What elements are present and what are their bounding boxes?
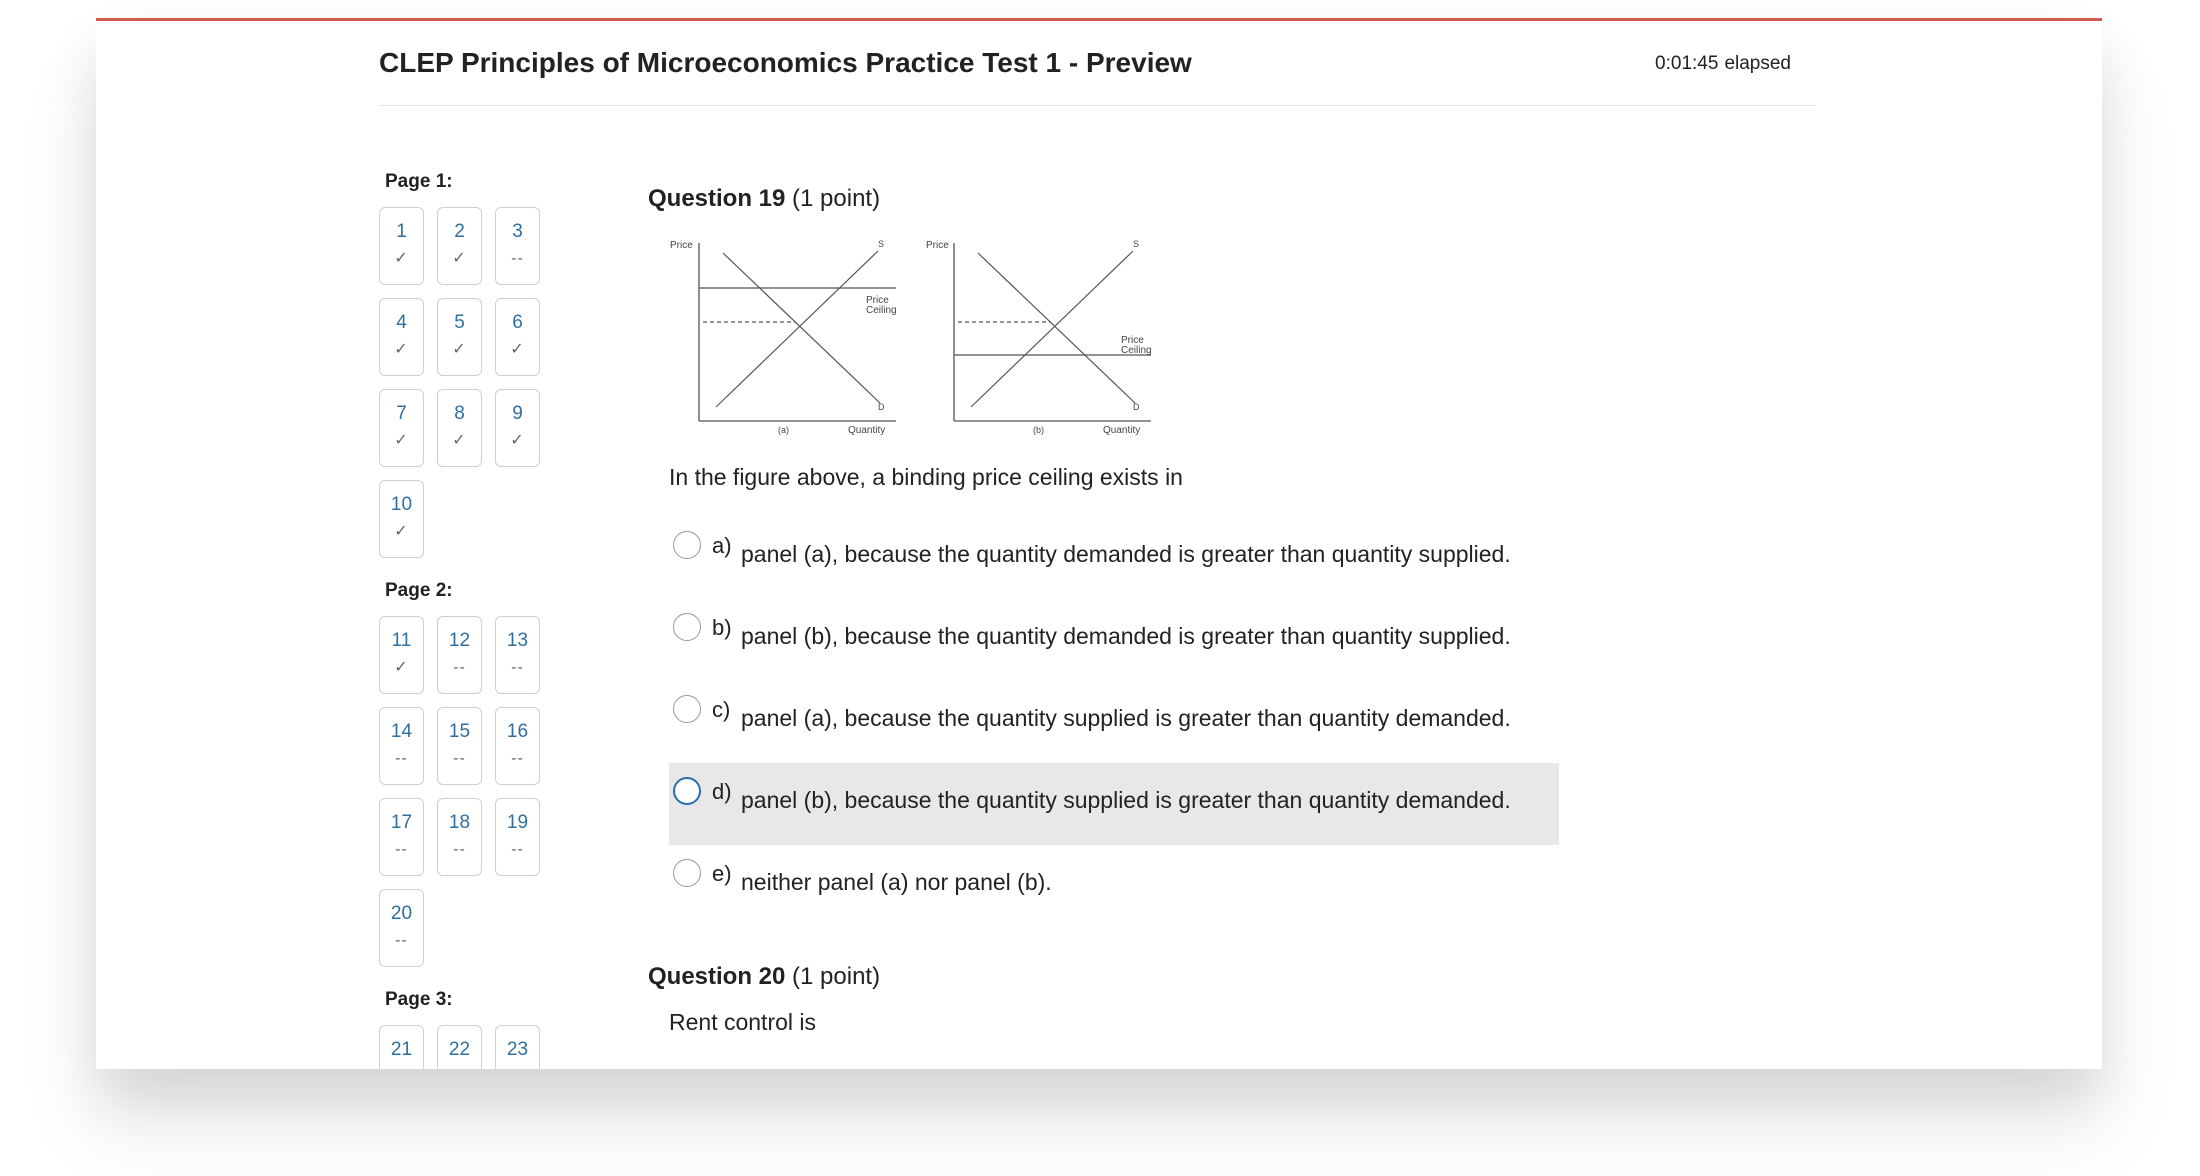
panel-a bbox=[670, 239, 897, 435]
question-19-options bbox=[669, 517, 1608, 927]
nav-question-status: -- bbox=[453, 841, 466, 858]
nav-question-20[interactable] bbox=[379, 889, 424, 967]
nav-question-number: 11 bbox=[391, 630, 412, 651]
nav-question-5[interactable] bbox=[437, 298, 482, 376]
nav-question-13[interactable] bbox=[495, 616, 540, 694]
nav-question-number: 9 bbox=[512, 403, 523, 424]
panel-a-supply-label: S bbox=[878, 239, 885, 249]
check-icon: ✓ bbox=[394, 659, 409, 676]
answer-option-b[interactable] bbox=[669, 599, 1559, 681]
panel-a-ceiling-label-line1: Price bbox=[866, 295, 889, 306]
panel-a-quantity-axis-label: Quantity bbox=[848, 425, 886, 435]
nav-question-16[interactable] bbox=[495, 707, 540, 785]
nav-question-number: 18 bbox=[448, 812, 471, 833]
nav-question-status: -- bbox=[511, 659, 524, 676]
panel-b-demand-curve bbox=[978, 253, 1135, 403]
check-icon: ✓ bbox=[452, 432, 467, 449]
radio-button[interactable] bbox=[673, 531, 701, 559]
check-icon: ✓ bbox=[452, 341, 467, 358]
check-icon: ✓ bbox=[510, 341, 525, 358]
nav-question-8[interactable] bbox=[437, 389, 482, 467]
nav-question-number: 21 bbox=[390, 1039, 413, 1060]
nav-question-number: 10 bbox=[390, 494, 413, 515]
answer-option-d[interactable] bbox=[669, 763, 1559, 845]
nav-question-11[interactable] bbox=[379, 616, 424, 694]
nav-question-3[interactable] bbox=[495, 207, 540, 285]
option-letter: c) bbox=[712, 697, 731, 722]
option-letter: a) bbox=[712, 533, 732, 558]
nav-question-status: -- bbox=[453, 750, 466, 767]
panel-b-supply-label: S bbox=[1133, 239, 1140, 249]
nav-question-23[interactable] bbox=[495, 1025, 540, 1069]
nav-question-4[interactable] bbox=[379, 298, 424, 376]
option-letter: d) bbox=[712, 779, 732, 804]
nav-page-grid bbox=[379, 1025, 569, 1069]
question-20-points: (1 point) bbox=[792, 963, 881, 990]
nav-question-number: 7 bbox=[396, 403, 407, 424]
panel-a-demand-curve bbox=[723, 253, 880, 403]
option-text: panel (a), because the quantity supplied is greater than quantity demanded. bbox=[741, 705, 1511, 731]
nav-question-21[interactable] bbox=[379, 1025, 424, 1069]
nav-question-number: 14 bbox=[390, 721, 413, 742]
quiz-content bbox=[648, 185, 1608, 1036]
nav-question-number: 23 bbox=[506, 1039, 529, 1060]
panel-b-price-axis-label: Price bbox=[926, 240, 949, 251]
panel-b-ceiling-label-line2: Ceiling bbox=[1121, 345, 1152, 356]
nav-question-7[interactable] bbox=[379, 389, 424, 467]
nav-question-number: 4 bbox=[396, 312, 407, 333]
answer-option-c[interactable] bbox=[669, 681, 1559, 763]
panel-b-supply-curve bbox=[971, 251, 1133, 407]
nav-question-status: -- bbox=[395, 932, 408, 949]
option-letter: b) bbox=[712, 615, 732, 640]
option-letter: e) bbox=[712, 861, 732, 886]
nav-question-number: 2 bbox=[454, 221, 465, 242]
elapsed-timer bbox=[1655, 53, 1791, 75]
option-text: panel (b), because the quantity demanded is greater than quantity supplied. bbox=[741, 623, 1511, 649]
quiz-window bbox=[96, 18, 2102, 1069]
check-icon: ✓ bbox=[394, 523, 409, 540]
question-20-title: Question 20 bbox=[648, 963, 786, 990]
radio-button[interactable] bbox=[673, 859, 701, 887]
elapsed-time: 0:01:45 bbox=[1655, 53, 1719, 74]
nav-question-12[interactable] bbox=[437, 616, 482, 694]
nav-question-17[interactable] bbox=[379, 798, 424, 876]
price-ceiling-figure bbox=[668, 235, 1168, 435]
nav-page-grid bbox=[379, 616, 569, 967]
check-icon: ✓ bbox=[394, 250, 409, 267]
nav-page-label: Page 2: bbox=[385, 580, 453, 601]
question-19-heading bbox=[648, 185, 1608, 217]
nav-question-19[interactable] bbox=[495, 798, 540, 876]
check-icon: ✓ bbox=[394, 432, 409, 449]
panel-b-ceiling-label-line1: Price bbox=[1121, 335, 1144, 346]
check-icon: ✓ bbox=[452, 250, 467, 267]
nav-question-1[interactable] bbox=[379, 207, 424, 285]
nav-question-14[interactable] bbox=[379, 707, 424, 785]
panel-a-supply-curve bbox=[716, 251, 878, 407]
answer-option-a[interactable] bbox=[669, 517, 1559, 599]
nav-question-9[interactable] bbox=[495, 389, 540, 467]
nav-question-number: 3 bbox=[512, 221, 523, 242]
panel-b-demand-label: D bbox=[1133, 402, 1140, 412]
radio-button[interactable] bbox=[673, 695, 701, 723]
nav-question-18[interactable] bbox=[437, 798, 482, 876]
panel-a-label: (a) bbox=[778, 425, 789, 435]
nav-question-number: 19 bbox=[506, 812, 529, 833]
option-text: neither panel (a) nor panel (b). bbox=[741, 869, 1052, 895]
nav-question-number: 8 bbox=[454, 403, 465, 424]
nav-question-22[interactable] bbox=[437, 1025, 482, 1069]
page-title: CLEP Principles of Microeconomics Practice Test 1 - Preview bbox=[379, 47, 1192, 78]
nav-question-status: -- bbox=[395, 841, 408, 858]
nav-question-number: 16 bbox=[506, 721, 529, 742]
question-19-text: In the figure above, a binding price ceiling exists in bbox=[669, 464, 1183, 490]
panel-a-price-axis-label: Price bbox=[670, 240, 693, 251]
nav-question-number: 12 bbox=[448, 630, 471, 651]
nav-question-number: 15 bbox=[448, 721, 471, 742]
nav-question-2[interactable] bbox=[437, 207, 482, 285]
nav-question-number: 13 bbox=[506, 630, 529, 651]
nav-question-status: -- bbox=[511, 841, 524, 858]
panel-b-quantity-axis-label: Quantity bbox=[1103, 425, 1141, 435]
nav-question-status: -- bbox=[511, 250, 524, 267]
radio-button[interactable] bbox=[673, 777, 701, 805]
nav-question-number: 17 bbox=[390, 812, 413, 833]
panel-a-demand-label: D bbox=[878, 402, 885, 412]
panel-b bbox=[926, 239, 1152, 435]
quiz-header bbox=[379, 21, 1816, 106]
nav-question-number: 1 bbox=[396, 221, 407, 242]
nav-question-number: 5 bbox=[454, 312, 465, 333]
nav-question-status: -- bbox=[395, 750, 408, 767]
question-20-text: Rent control is bbox=[669, 1009, 817, 1035]
nav-question-15[interactable] bbox=[437, 707, 482, 785]
question-19-points: (1 point) bbox=[792, 185, 881, 212]
nav-question-6[interactable] bbox=[495, 298, 540, 376]
question-19-title: Question 19 bbox=[648, 185, 786, 212]
nav-question-10[interactable] bbox=[379, 480, 424, 558]
elapsed-label: elapsed bbox=[1724, 53, 1791, 74]
nav-question-status: -- bbox=[453, 659, 466, 676]
nav-question-status: -- bbox=[511, 750, 524, 767]
nav-question-number: 22 bbox=[448, 1039, 471, 1060]
check-icon: ✓ bbox=[510, 432, 525, 449]
check-icon: ✓ bbox=[394, 341, 409, 358]
question-20-heading bbox=[648, 963, 1608, 995]
option-text: panel (a), because the quantity demanded is greater than quantity supplied. bbox=[741, 541, 1511, 567]
nav-page-label: Page 1: bbox=[385, 171, 453, 192]
nav-page-grid bbox=[379, 207, 569, 558]
panel-b-label: (b) bbox=[1033, 425, 1044, 435]
panel-a-ceiling-label-line2: Ceiling bbox=[866, 305, 897, 316]
nav-page-label: Page 3: bbox=[385, 989, 453, 1010]
nav-question-number: 6 bbox=[512, 312, 523, 333]
question-navigator bbox=[379, 171, 569, 1069]
answer-option-e[interactable] bbox=[669, 845, 1559, 927]
option-text: panel (b), because the quantity supplied is greater than quantity demanded. bbox=[741, 787, 1511, 813]
nav-question-number: 20 bbox=[390, 903, 413, 924]
radio-button[interactable] bbox=[673, 613, 701, 641]
